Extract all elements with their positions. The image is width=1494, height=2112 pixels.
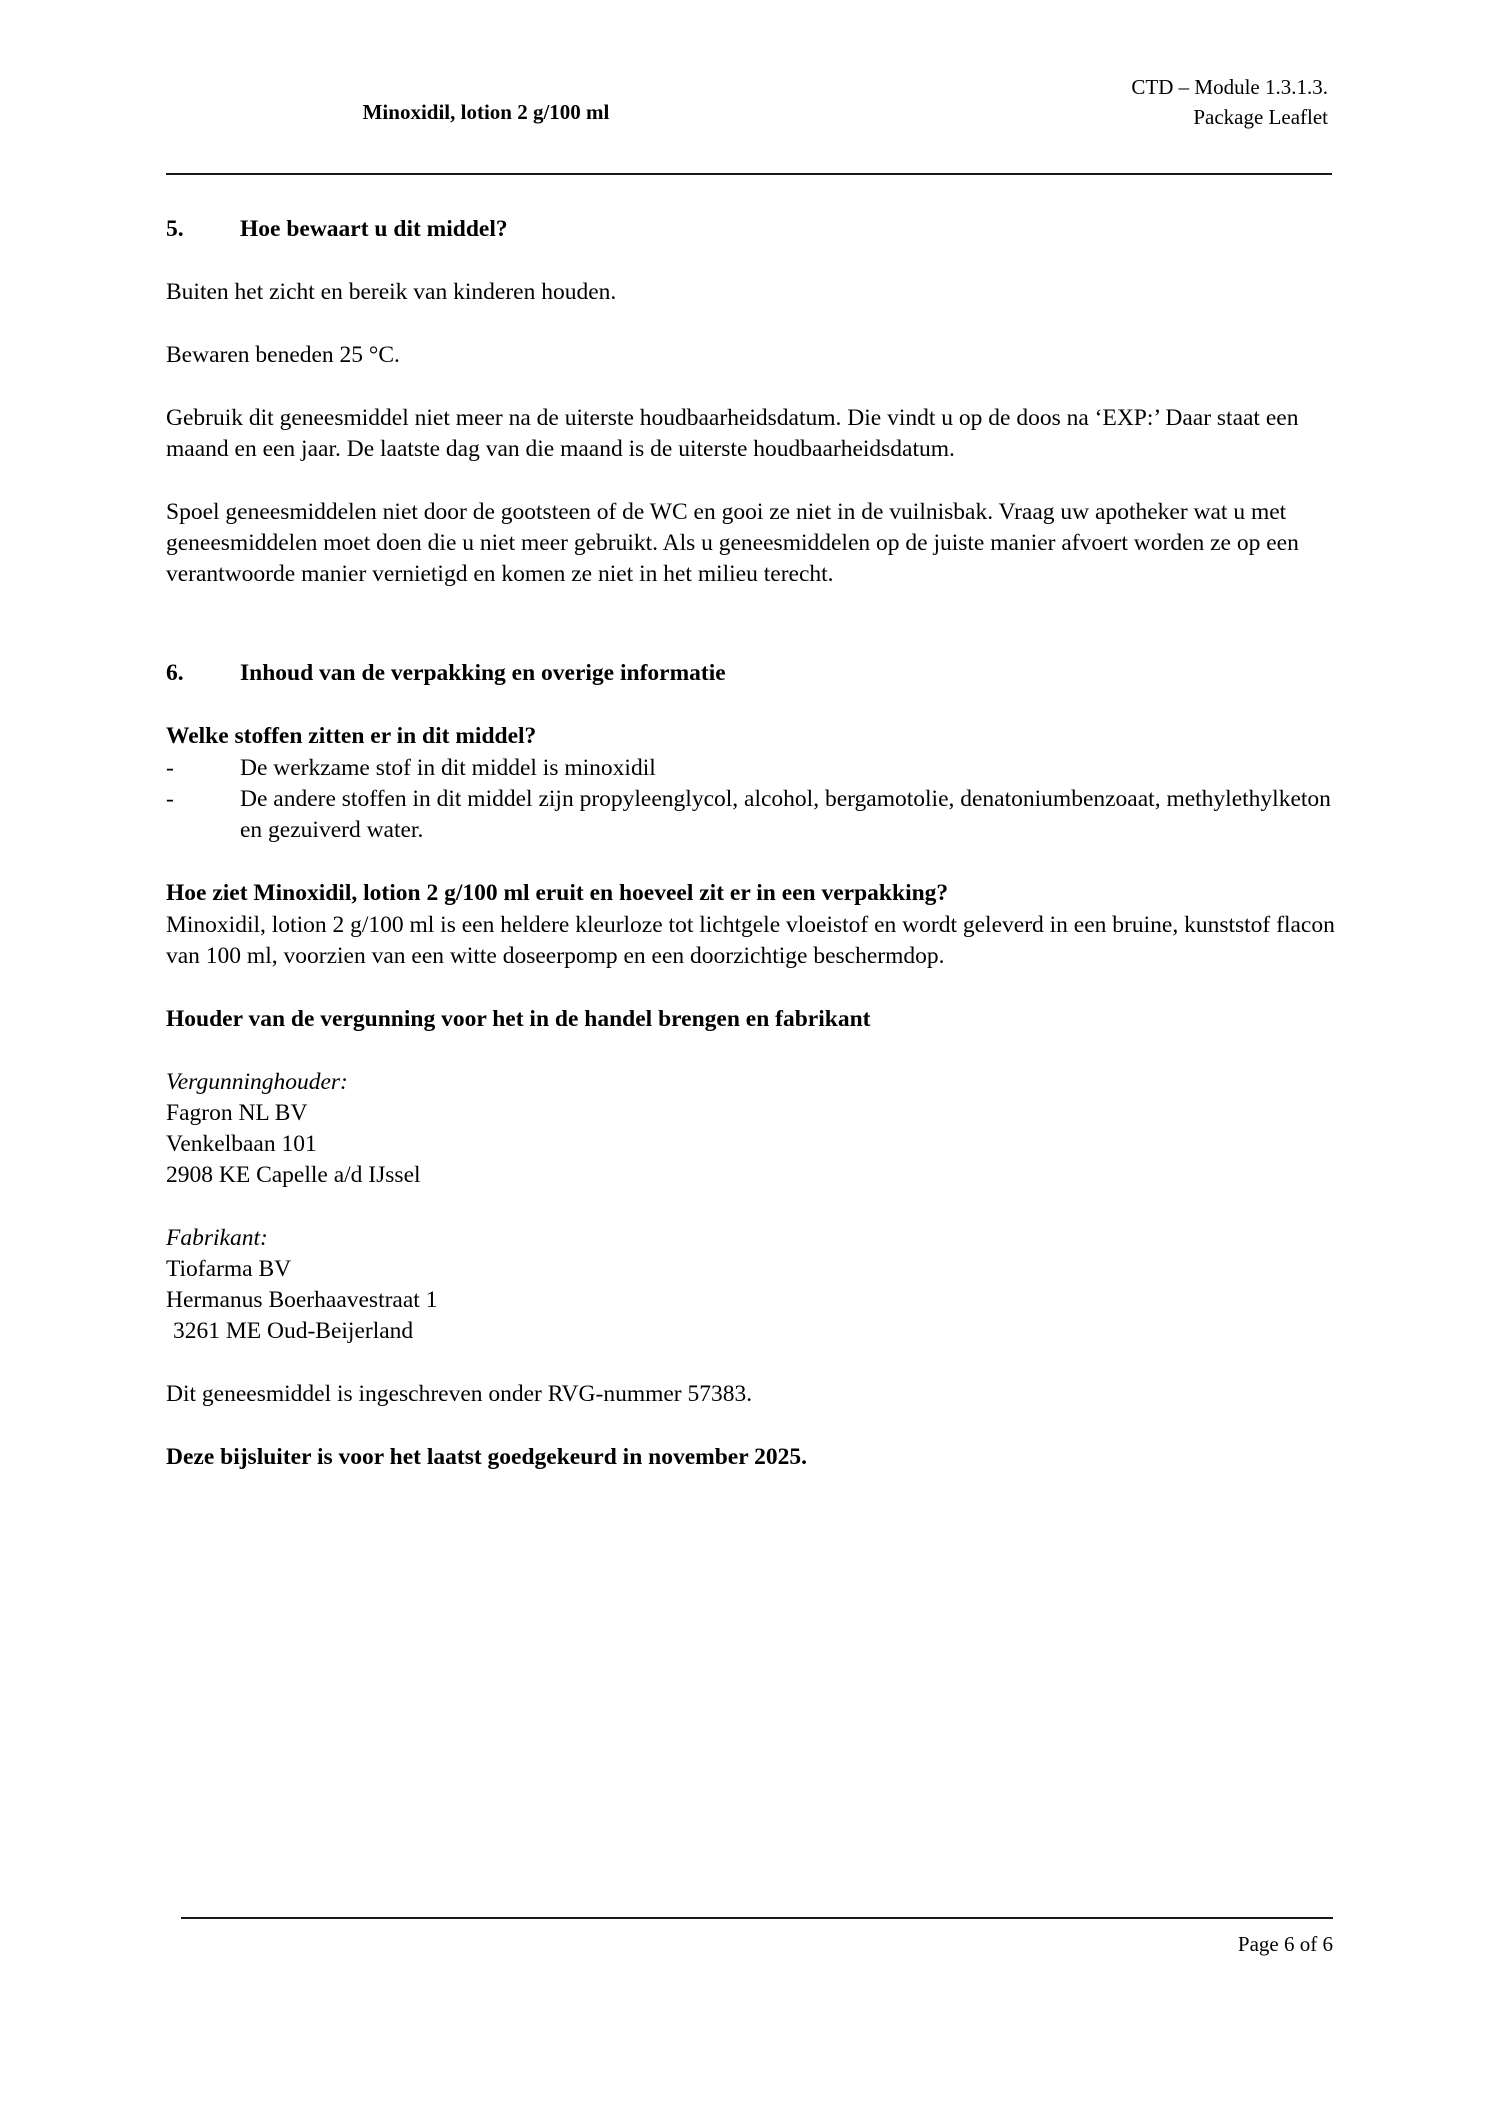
section-5-paragraph-4: Spoel geneesmiddelen niet door de gootsteen of de WC en gooi ze niet in de vuilnisbak. Vraag uw apotheker wat u met geneesmiddelen moet doen die u niet meer gebruikt. Als u geneesmiddelen op de juiste manier afvoert worden ze op een verantwoorde manier vernietigd en komen ze niet in het milieu terecht. <box>166 499 1299 588</box>
list-marker: - <box>166 786 174 813</box>
header-document-info <box>908 72 1328 133</box>
list-item <box>166 784 1341 846</box>
registration-number-text: Dit geneesmiddel is ingeschreven onder RVG-nummer 57383. <box>166 1381 753 1408</box>
licence-holder-label: Vergunninghouder: <box>166 1069 348 1096</box>
section-spacer <box>166 622 1341 658</box>
header-divider <box>166 173 1332 175</box>
appearance-text: Minoxidil, lotion 2 g/100 ml is een heldere kleurloze tot lichtgele vloeistof en wordt geleverd in een bruine, kunststof flacon van 100 ml, voorzien van een witte doseerpomp en een doorzichtige beschermdop. <box>166 912 1335 970</box>
appearance-heading: Hoe ziet Minoxidil, lotion 2 g/100 ml eruit en hoeveel zit er in een verpakking? <box>166 880 949 907</box>
manufacturer-block <box>166 1223 1341 1347</box>
holder-heading: Houder van de vergunning voor het in de handel brengen en fabrikant <box>166 1006 871 1033</box>
section-5-paragraph-3: Gebruik dit geneesmiddel niet meer na de uiterste houdbaarheidsdatum. Die vindt u op de doos na ‘EXP:’ Daar staat een maand en een jaar. De laatste dag van die maand is de uiterste houdbaarheidsdatum. <box>166 405 1299 463</box>
header-doctype-label: Package Leaflet <box>1193 105 1328 130</box>
document-body <box>166 214 1341 1505</box>
section-5-paragraph-1: Buiten het zicht en bereik van kinderen houden. <box>166 279 617 306</box>
licence-holder-block <box>166 1067 1341 1191</box>
section-6-heading <box>166 658 1341 689</box>
page-header <box>166 72 1328 133</box>
ingredients-list <box>166 753 1341 846</box>
section-6-number: 6. <box>166 660 184 687</box>
section-6-title: Inhoud van de verpakking en overige informatie <box>240 660 726 687</box>
ingredients-heading: Welke stoffen zitten er in dit middel? <box>166 723 537 750</box>
section-5-title: Hoe bewaart u dit middel? <box>240 216 508 242</box>
footer-page-number: Page 6 of 6 <box>1237 1932 1333 1956</box>
header-product-title: Minoxidil, lotion 2 g/100 ml <box>362 100 610 124</box>
list-marker: - <box>166 755 174 782</box>
licence-holder-line: Fagron NL BV <box>166 1100 308 1127</box>
section-5-paragraph-2: Bewaren beneden 25 °C. <box>166 342 400 369</box>
licence-holder-line: Venkelbaan 101 <box>166 1131 317 1158</box>
manufacturer-line: Hermanus Boerhaavestraat 1 <box>166 1287 438 1314</box>
manufacturer-line: 3261 ME Oud-Beijerland <box>173 1318 414 1345</box>
section-5-heading <box>166 214 1341 245</box>
header-module-label: CTD – Module 1.3.1.3. <box>1131 75 1328 99</box>
approval-date-text: Deze bijsluiter is voor het laatst goedgekeurd in november 2025. <box>166 1444 807 1471</box>
manufacturer-label: Fabrikant: <box>166 1225 268 1252</box>
list-item <box>166 753 1341 784</box>
section-5-number: 5. <box>166 216 184 242</box>
list-item-text: De werkzame stof in dit middel is minoxidil <box>240 755 656 782</box>
list-item-text: De andere stoffen in dit middel zijn propyleenglycol, alcohol, bergamotolie, denatoniumbenzoaat, methylethylketon en gezuiverd water. <box>240 786 1331 844</box>
manufacturer-line: Tiofarma BV <box>166 1256 292 1283</box>
licence-holder-line: 2908 KE Capelle a/d IJssel <box>166 1162 421 1189</box>
footer-divider <box>181 1917 1333 1919</box>
